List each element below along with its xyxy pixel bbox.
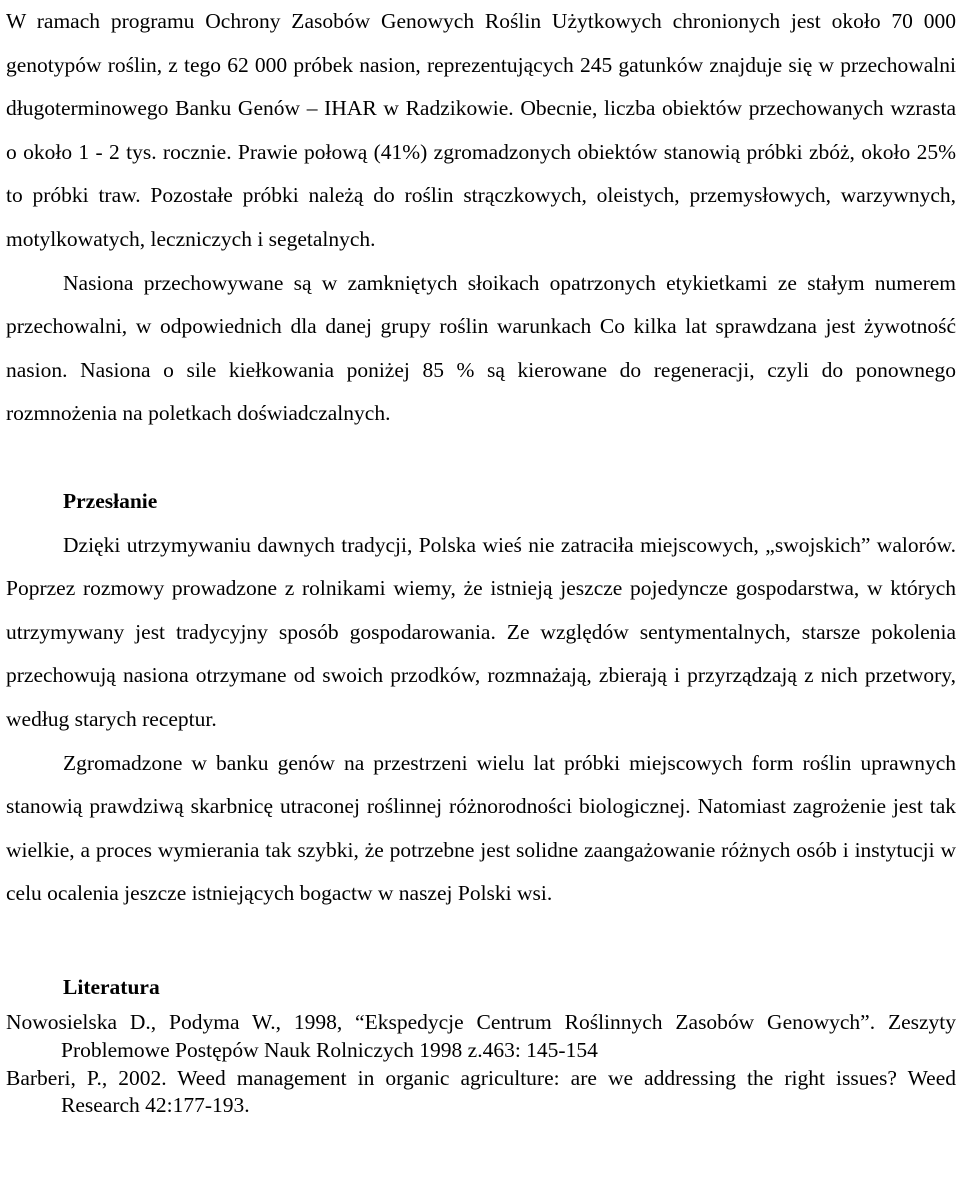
paragraph-traditions: Dzięki utrzymywaniu dawnych tradycji, Polska wieś nie zatraciła miejscowych, „swojskich” walorów. Poprzez rozmowy prowadzone z rolnikami wiemy, że istnieją jeszcze pojedyncze gospodarstwa, w których utrzymywany jest tradycyjny sposób gospodarowania. Ze względów sentymentalnych, starsze pokolenia przechowują nasiona otrzymane od swoich przodków, rozmnażają, zbierają i przyrządzają z nich przetwory, według starych receptur.: [6, 532, 956, 731]
section-spacer: [6, 436, 956, 480]
document-page: [6, 0, 956, 1120]
section-spacer: [6, 916, 956, 966]
paragraph-seed-storage: Nasiona przechowywane są w zamkniętych słoikach opatrzonych etykietkami ze stałym numerem przechowalni, w odpowiednich dla danej grupy roślin warunkach Co kilka lat sprawdzana jest żywotność nasion. Nasiona o sile kiełkowania poniżej 85 % są kierowane do regeneracji, czyli do ponownego rozmnożenia na poletkach doświadczalnych.: [6, 270, 956, 426]
section-heading-literature: Literatura: [63, 974, 160, 999]
paragraph-biodiversity: Zgromadzone w banku genów na przestrzeni wielu lat próbki miejscowych form roślin uprawnych stanowią prawdziwą skarbnicę utraconej roślinnej różnorodności biologicznej. Natomiast zagrożenie jest tak wielkie, a proces wymierania tak szybki, że potrzebne jest solidne zaangażowanie różnych osób i instytucji w celu ocalenia jeszcze istniejących bogactw w naszej Polski wsi.: [6, 750, 956, 906]
reference-item: Barberi, P., 2002. Weed management in organic agriculture: are we addressing the right issues? Weed Research 42:177-193.: [6, 1065, 956, 1118]
paragraph-gene-bank-collection: W ramach programu Ochrony Zasobów Genowych Roślin Użytkowych chronionych jest około 70 000 genotypów roślin, z tego 62 000 próbek nasion, reprezentujących 245 gatunków znajduje się w przechowalni długoterminowego Banku Genów – IHAR w Radzikowie. Obecnie, liczba obiektów przechowanych wzrasta o około 1 - 2 tys. rocznie. Prawie połową (41%) zgromadzonych obiektów stanowią próbki zbóż, około 25% to próbki traw. Pozostałe próbki należą do roślin strączkowych, oleistych, przemysłowych, warzywnych, motylkowatych, leczniczych i segetalnych.: [6, 9, 956, 251]
section-heading-message: Przesłanie: [63, 488, 158, 513]
reference-item: Nowosielska D., Podyma W., 1998, “Ekspedycje Centrum Roślinnych Zasobów Genowych”. Zeszyty Problemowe Postępów Nauk Rolniczych 1998 z.463: 145-154: [6, 1010, 956, 1063]
